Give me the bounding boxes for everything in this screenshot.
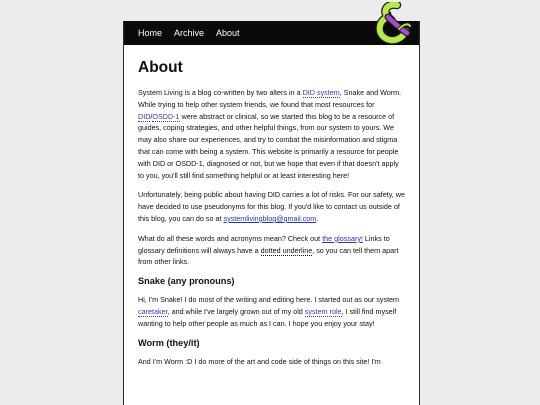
page-container — [123, 21, 420, 405]
worm-text-1: And I'm Worm :D I do more of the art and code side of things on this site! I'm — [138, 356, 381, 366]
glossary-link-osdd-1[interactable]: OSDD-1 — [152, 111, 180, 121]
snake-text-1: Hi, I'm Snake! I do most of the writing and editing here. I started out as our system — [138, 295, 400, 305]
snake-text-2: , and while I've largely grown out of my old — [167, 306, 305, 316]
intro-text-4: were abstract or clinical, so we started this blog to be a resource of guides, coping strategies, and other helpful things, from our system to yours. We may also share our experiences, and try to combat the misinformation and stigma that can come with being a system. This website is primarily a resource for people with DID or OSDD-1, diagnosed or not, but we hope that even if that doesn't apply to you, you'll still find something helpful or at least interesting here! — [138, 111, 399, 180]
ampersand-logo-icon[interactable] — [373, 2, 413, 46]
email-link[interactable]: systemlivingblog@gmail.com — [223, 213, 317, 223]
page-title: About — [138, 59, 183, 76]
snake-text-3: , I still find myself wanting to help other people as much as I can. I hope you enjoy your stay! — [138, 306, 397, 328]
glossary-text-3: , so you can tell them apart from other links. — [138, 245, 399, 267]
intro-text-1: System Living is a blog co-written by two alters in a — [138, 88, 303, 97]
glossary-text-1: What do all these words and acronyms mean? Check out — [138, 233, 323, 243]
glossary-link-caretaker[interactable]: caretaker — [138, 306, 168, 316]
nav-about[interactable]: About — [216, 28, 240, 38]
glossary-text-2: Links to glossary definitions will always have a — [138, 233, 390, 255]
privacy-text-2: . — [316, 213, 319, 223]
glossary-page-link[interactable]: the glossary! — [322, 233, 363, 243]
privacy-paragraph — [138, 189, 405, 224]
worm-heading: Worm (they/it) — [138, 337, 200, 348]
glossary-paragraph — [138, 233, 405, 268]
dotted-underline-example: dotted underline — [260, 245, 313, 255]
glossary-link-did[interactable]: DID — [138, 111, 151, 121]
intro-slash: / — [150, 111, 153, 121]
glossary-link-did-system[interactable]: DID system — [302, 88, 340, 97]
nav-home[interactable]: Home — [138, 28, 163, 38]
snake-paragraph — [138, 294, 405, 329]
intro-paragraph — [138, 87, 405, 181]
main-content — [124, 45, 419, 367]
nav-archive[interactable]: Archive — [174, 28, 205, 38]
intro-text-2: , Snake and Worm. While trying to help other system friends, we found that most resources for — [138, 88, 402, 109]
privacy-text-1: Unfortunately, being public about having DID carries a lot of risks. For our safety, we have decided to use pseudonyms for this blog. If you'd like to contact us outside of this blog, you can do so at — [138, 190, 405, 223]
glossary-link-system-role[interactable]: system role — [304, 306, 342, 316]
snake-heading: Snake (any pronouns) — [138, 276, 235, 287]
worm-paragraph — [138, 356, 405, 368]
